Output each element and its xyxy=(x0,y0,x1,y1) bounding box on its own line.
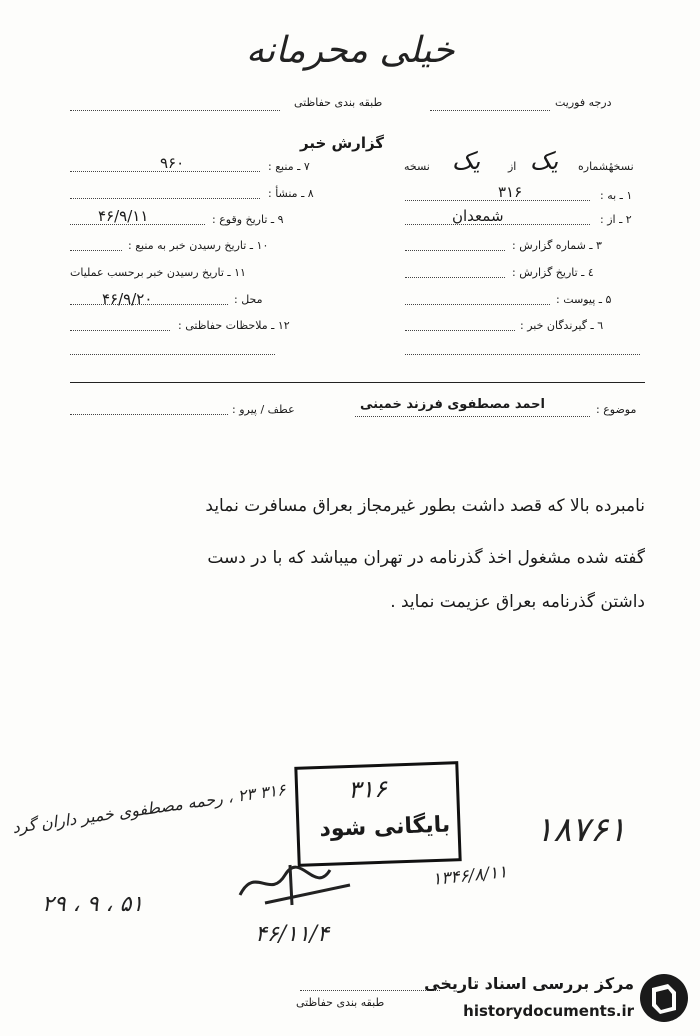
stamp-text: بایگانی شود xyxy=(319,812,451,843)
field-recipients-label: ٦ ـ گیرندگان خبر : xyxy=(520,319,604,332)
subject-label: موضوع : xyxy=(596,403,637,416)
classification-handwritten: خیلی محرمانه xyxy=(246,30,455,71)
report-title: گزارش خبر xyxy=(300,134,385,152)
field-ops-received-label: ۱۱ ـ تاریخ رسیدن خبر برحسب عملیات xyxy=(70,266,246,279)
field-security-notes-dots-2 xyxy=(70,354,275,355)
field-ops-place-value: ۴۶/۹/۲۰ xyxy=(102,290,153,308)
footer-classification-label: طبقه بندی حفاظتی xyxy=(296,996,385,1009)
field-occurrence-date-value: ۴۶/۹/۱۱ xyxy=(98,207,149,225)
field-source-label: ۷ ـ منبع : xyxy=(268,160,310,173)
field-attachment-dots xyxy=(405,304,550,305)
urgency-label: درجه فوریت xyxy=(555,96,612,109)
field-report-number-dots xyxy=(405,250,505,251)
margin-note: ۳۱۶ ۲۳ ، رحمه مصطفوی خمیر داران گرد xyxy=(11,779,287,838)
body-line-2: گفته شده مشغول اخذ گذرنامه در تهران میباشد که با در دست xyxy=(207,548,645,568)
classification-dots xyxy=(70,110,280,111)
subject-value: احمد مصطفوی فرزند خمینی xyxy=(360,397,545,412)
ref-label: عطف / پیرو : xyxy=(232,403,295,416)
copy-total: یک xyxy=(452,147,481,175)
field-attachment-label: ۵ ـ پیوست : xyxy=(556,293,612,306)
watermark xyxy=(400,968,696,1030)
classification-label: طبقه بندی حفاظتی xyxy=(294,96,383,109)
watermark-url: historydocuments.ir xyxy=(463,1002,634,1020)
field-to-label: ۱ ـ به : xyxy=(600,189,633,202)
ref-dots xyxy=(70,414,228,415)
watermark-name: مرکز بررسی اسناد تاریخی xyxy=(424,974,634,993)
subject-dots xyxy=(355,416,590,417)
field-source-received-dots xyxy=(70,250,122,251)
field-report-date-dots xyxy=(405,277,505,278)
watermark-logo-icon xyxy=(638,972,690,1024)
big-number: ۱۸۷۶۱ xyxy=(535,810,627,850)
body-line-3: داشتن گذرنامه بعراق عزیمت نماید . xyxy=(390,592,645,612)
field-source-value: ۹۶۰ xyxy=(160,154,185,172)
field-ops-place-label: محل : xyxy=(234,293,263,306)
copy-number: یک xyxy=(530,147,559,175)
field-security-notes-dots xyxy=(70,330,170,331)
field-recipients-dots xyxy=(405,330,515,331)
field-report-date-label: ٤ ـ تاریخ گزارش : xyxy=(512,266,594,279)
field-to-value: ۳۱۶ xyxy=(498,183,523,201)
field-report-number-label: ۳ ـ شماره گزارش : xyxy=(512,239,602,252)
copy-of: از xyxy=(508,160,517,173)
field-security-notes-label: ۱۲ ـ ملاحظات حفاظتی : xyxy=(178,319,290,332)
field-recipients-dots-2 xyxy=(405,354,640,355)
field-origin-label: ۸ ـ منشأ : xyxy=(268,187,314,200)
bottom-date: ۴۶/۱۱/۴ xyxy=(255,922,329,947)
field-origin-dots xyxy=(70,198,260,199)
separator-line xyxy=(70,382,645,383)
copy-suffix: نسخه xyxy=(404,160,430,173)
field-source-received-label: ۱۰ ـ تاریخ رسیدن خبر به منبع : xyxy=(128,239,269,252)
stamp-date: ۱۳۴۶/۸/۱۱ xyxy=(431,862,509,890)
field-from-label: ۲ ـ از : xyxy=(600,213,632,226)
stamp-number: ۳۱۶ xyxy=(347,774,388,805)
field-occurrence-date-label: ۹ ـ تاریخ وقوع : xyxy=(212,213,284,226)
urgency-dots xyxy=(430,110,550,111)
copy-label: نسخهٔشماره xyxy=(578,160,634,173)
field-from-value: شمعدان xyxy=(452,207,504,225)
archive-stamp xyxy=(294,761,461,867)
date-left: ۲۹ ، ۹ ، ۵۱ xyxy=(42,892,144,917)
body-line-1: نامبرده بالا که قصد داشت بطور غیرمجاز بعراق مسافرت نماید xyxy=(205,496,645,516)
